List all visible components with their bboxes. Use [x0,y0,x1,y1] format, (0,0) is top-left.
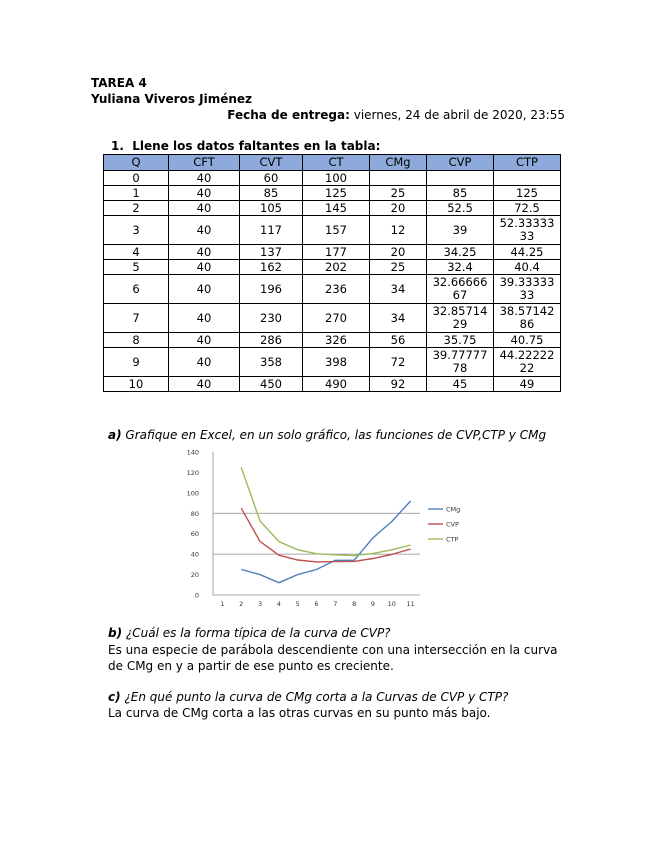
y-tick-label: 20 [190,571,199,580]
x-tick-label: 2 [239,600,244,608]
table-cell: 137 [240,245,303,260]
table-cell: 85 [427,186,494,201]
y-tick-label: 40 [190,550,199,559]
table-row [104,201,561,216]
table-cell: 202 [303,260,370,275]
y-tick-label: 60 [190,530,199,539]
question-a-letter: a) [108,428,122,442]
table-cell: 5 [104,260,169,275]
table-cell: 45 [427,377,494,392]
table-cell [427,171,494,186]
question-c-text: ¿En qué punto la curva de CMg corta a la Curvas de CVP y CTP? [120,690,509,704]
table-cell: 162 [240,260,303,275]
table-cell: 60 [240,171,303,186]
table-row [104,171,561,186]
table-cell: 105 [240,201,303,216]
y-tick-label: 80 [190,509,199,518]
table-cell: 32.85714 29 [427,304,494,333]
table-cell: 40 [169,304,240,333]
table-cell: 35.75 [427,333,494,348]
table-cell: 49 [494,377,561,392]
table-header-cell: CMg [370,155,427,171]
table-cell: 40 [169,377,240,392]
table-header-cell: CVT [240,155,303,171]
due-date [227,108,565,123]
table-cell: 9 [104,348,169,377]
table-cell: 3 [104,216,169,245]
table-cell: 32.66666 67 [427,275,494,304]
table-header-row [104,155,561,171]
table-cell: 34.25 [427,245,494,260]
table-cell: 40 [169,275,240,304]
table-cell: 39.77777 78 [427,348,494,377]
table-row [104,260,561,275]
x-tick-label: 9 [370,600,376,608]
table-cell: 12 [370,216,427,245]
table-cell: 40.4 [494,260,561,275]
y-tick-label: 0 [194,591,199,600]
y-tick-label: 100 [186,489,199,498]
table-cell: 39.33333 33 [494,275,561,304]
question-a-text: Grafique en Excel, en un solo gráfico, las funciones de CVP,CTP y CMg [121,428,547,442]
table-row [104,216,561,245]
table-cell: 230 [240,304,303,333]
question-b-letter: b) [108,626,123,640]
x-tick-label: 1 [220,600,225,608]
table-cell: 40 [169,216,240,245]
table-header-cell: CFT [169,155,240,171]
table-row [104,377,561,392]
cost-chart [185,447,461,612]
table-cell: 100 [303,171,370,186]
table-cell: 10 [104,377,169,392]
table-cell: 72.5 [494,201,561,216]
table-cell: 125 [494,186,561,201]
table-cell: 25 [370,186,427,201]
question-1-text: Llene los datos faltantes en la tabla: [132,139,381,153]
y-tick-label: 120 [186,468,199,477]
table-cell: 450 [240,377,303,392]
x-tick-label: 10 [387,600,396,608]
table-cell: 44.25 [494,245,561,260]
table-row [104,275,561,304]
table-cell: 490 [303,377,370,392]
due-label: Fecha de entrega: [227,108,350,122]
table-cell: 56 [370,333,427,348]
table-cell: 85 [240,186,303,201]
table-cell: 177 [303,245,370,260]
table-cell: 270 [303,304,370,333]
legend-label: CVP [446,520,459,529]
table-cell: 40 [169,186,240,201]
x-tick-label: 6 [314,600,319,608]
x-tick-label: 5 [295,600,300,608]
table-cell [370,171,427,186]
table-cell: 0 [104,171,169,186]
table-cell: 44.22222 22 [494,348,561,377]
table-cell: 125 [303,186,370,201]
table-cell: 145 [303,201,370,216]
table-cell: 4 [104,245,169,260]
question-a [108,428,546,443]
table-cell: 8 [104,333,169,348]
table-cell: 39 [427,216,494,245]
answer-b: Es una especie de parábola descendiente con una intersección en la curva de CMg en y a partir de ese punto es creciente. [108,643,558,673]
question-b-text: ¿Cuál es la forma típica de la curva de CVP? [122,626,391,640]
table-header-cell: CTP [494,155,561,171]
series-line-ctp [241,467,410,555]
table-cell: 6 [104,275,169,304]
x-tick-label: 4 [276,600,281,608]
x-tick-label: 8 [352,600,357,608]
table-cell: 196 [240,275,303,304]
table-cell: 34 [370,304,427,333]
table-row [104,186,561,201]
x-tick-label: 11 [406,600,415,608]
cost-table [103,154,561,392]
author-name: Yuliana Viveros Jiménez [91,92,253,106]
table-cell [494,171,561,186]
table-row [104,333,561,348]
table-cell: 1 [104,186,169,201]
table-cell: 40 [169,171,240,186]
question-b [108,626,391,641]
table-cell: 40 [169,348,240,377]
x-tick-label: 3 [257,600,263,608]
y-tick-label: 140 [186,448,199,457]
table-cell: 34 [370,275,427,304]
table-cell: 398 [303,348,370,377]
table-cell: 7 [104,304,169,333]
table-cell: 117 [240,216,303,245]
document-title: TAREA 4 [91,76,147,90]
table-cell: 25 [370,260,427,275]
table-cell: 72 [370,348,427,377]
question-1-number: 1. [111,139,124,153]
table-cell: 52.5 [427,201,494,216]
table-header-cell: CVP [427,155,494,171]
table-cell: 32.4 [427,260,494,275]
table-cell: 20 [370,201,427,216]
table-cell: 92 [370,377,427,392]
question-c [108,690,508,705]
legend-label: CTP [446,535,459,544]
table-cell: 2 [104,201,169,216]
table-cell: 40 [169,245,240,260]
table-cell: 40 [169,260,240,275]
table-cell: 326 [303,333,370,348]
table-row [104,348,561,377]
legend-label: CMg [446,505,461,514]
table-header-cell: Q [104,155,169,171]
table-cell: 286 [240,333,303,348]
table-cell: 40.75 [494,333,561,348]
table-cell: 40 [169,201,240,216]
table-cell: 52.33333 33 [494,216,561,245]
table-cell: 40 [169,333,240,348]
question-1 [111,139,380,154]
table-cell: 157 [303,216,370,245]
due-value: viernes, 24 de abril de 2020, 23:55 [349,108,565,122]
table-header-cell: CT [303,155,370,171]
table-row [104,304,561,333]
table-cell: 20 [370,245,427,260]
question-c-letter: c) [108,690,121,704]
table-cell: 236 [303,275,370,304]
table-row [104,245,561,260]
table-cell: 358 [240,348,303,377]
table-cell: 38.57142 86 [494,304,561,333]
x-tick-label: 7 [333,600,338,608]
answer-c: La curva de CMg corta a las otras curvas en su punto más bajo. [108,706,491,720]
